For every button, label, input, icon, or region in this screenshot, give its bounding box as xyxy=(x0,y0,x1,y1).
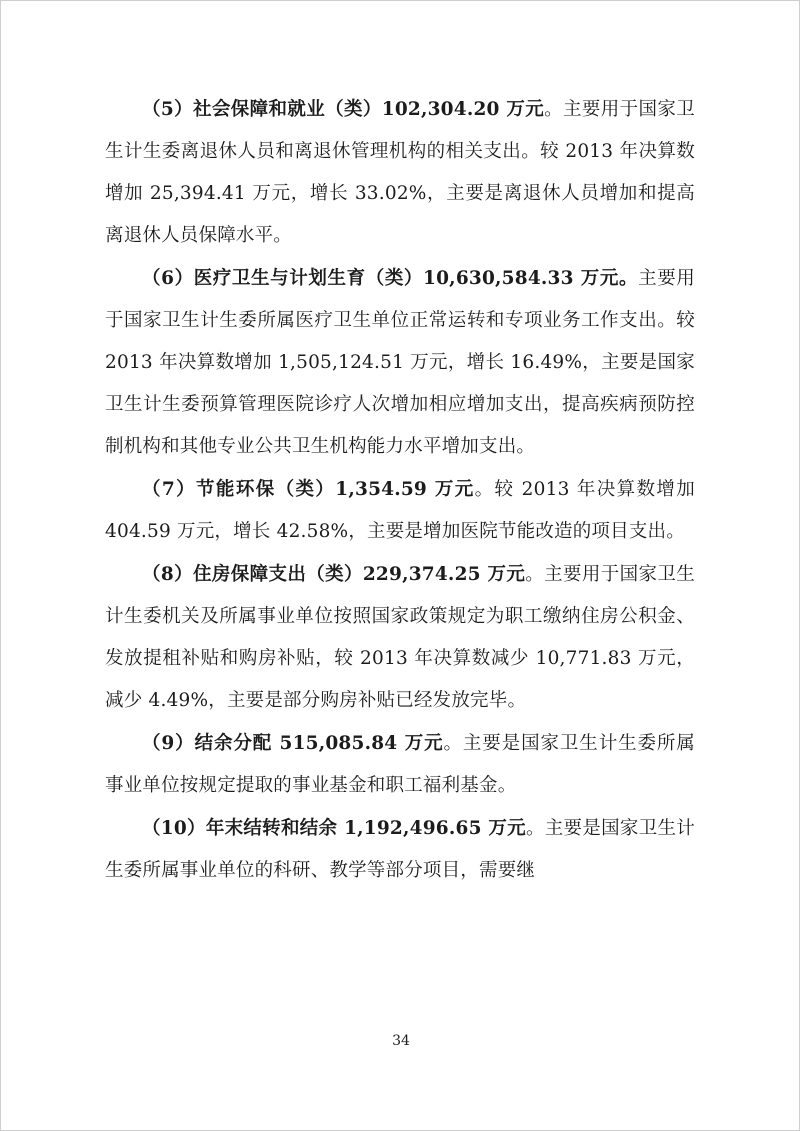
paragraph-10-lead: （10）年末结转和结余 1,192,496.65 万元 xyxy=(142,818,526,839)
paragraph-8-lead: （8）住房保障支出（类）229,374.25 万元 xyxy=(142,564,526,585)
paragraph-9-body: 。主要是国家卫生计生委所属事业单位按规定提取的事业基金和职工福利基金。 xyxy=(105,733,695,796)
paragraph-5-lead: （5）社会保障和就业（类）102,304.20 万元 xyxy=(142,99,545,120)
paragraph-9-lead: （9）结余分配 515,085.84 万元 xyxy=(142,733,444,754)
paragraph-6 xyxy=(105,258,695,468)
paragraph-5 xyxy=(105,89,695,257)
paragraph-7 xyxy=(105,469,695,553)
paragraph-7-lead: （7）节能环保（类）1,354.59 万元 xyxy=(142,479,475,500)
page-body xyxy=(105,89,695,892)
paragraph-6-body: 主要用于国家卫生计生委所属医疗卫生单位正常运转和专项业务工作支出。较 2013 年决算数增加 1,505,124.51 万元，增长 16.49%，主要是国家卫生计生委预算管理医院诊疗人次增加相应增加支出，提高疾病预防控制机构和其他专业公共卫生机构能力水平增加支出。 xyxy=(105,268,695,457)
paragraph-8 xyxy=(105,554,695,722)
page-number: 34 xyxy=(392,1033,410,1049)
paragraph-8-body: 。主要用于国家卫生计生委机关及所属事业单位按照国家政策规定为职工缴纳住房公积金、发放提租补贴和购房补贴，较 2013 年决算数减少 10,771.83 万元，减少 4.49%，主要是部分购房补贴已经发放完毕。 xyxy=(105,564,695,711)
paragraph-10-body: 。主要是国家卫生计生委所属事业单位的科研、教学等部分项目，需要继 xyxy=(105,818,695,881)
paragraph-9 xyxy=(105,723,695,807)
paragraph-10 xyxy=(105,808,695,892)
paragraph-5-body: 。主要用于国家卫生计生委离退休人员和离退休管理机构的相关支出。较 2013 年决算数增加 25,394.41 万元，增长 33.02%，主要是离退休人员增加和提高离退休人员保障水平。 xyxy=(105,99,695,246)
paragraph-7-body: 。较 2013 年决算数增加 404.59 万元，增长 42.58%，主要是增加医院节能改造的项目支出。 xyxy=(105,479,695,542)
paragraph-6-lead: （6）医疗卫生与计划生育（类）10,630,584.33 万元。 xyxy=(142,268,639,289)
